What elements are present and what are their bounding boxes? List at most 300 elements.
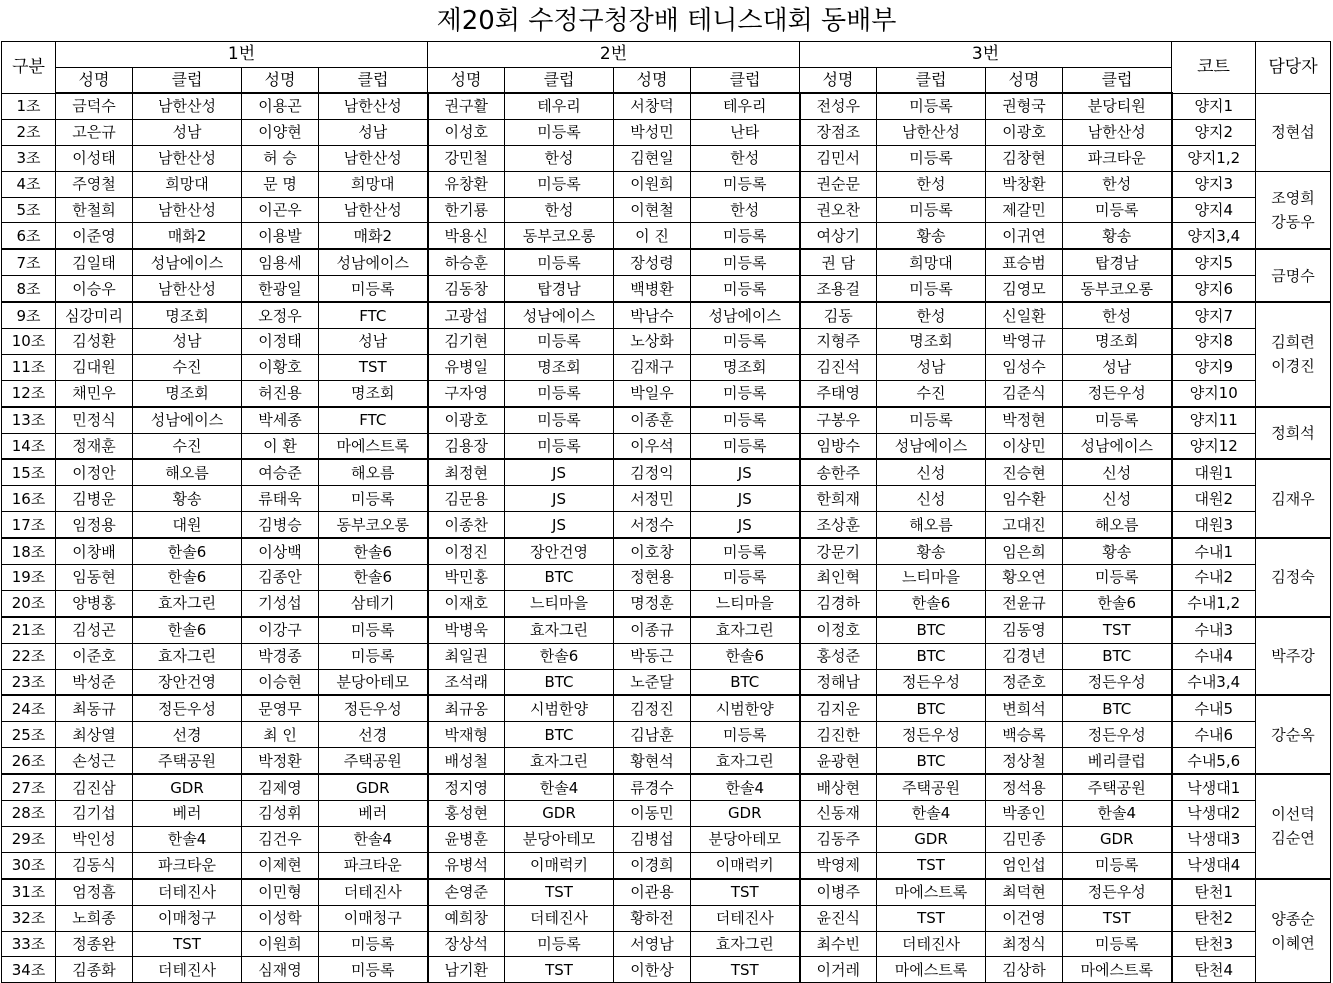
player-club-cell: 성남 (133, 329, 242, 355)
table-row (2, 722, 1331, 748)
player-club-cell: 미등록 (505, 171, 614, 197)
player-name-cell: 김병섭 (614, 826, 691, 852)
slot3-header: 3번 (800, 42, 1172, 68)
player-name-cell: 강민철 (428, 145, 505, 171)
player-club-cell: 남한산성 (133, 276, 242, 302)
player-club-cell: 효자그린 (133, 590, 242, 616)
player-club-cell: 신성 (877, 459, 986, 485)
player-club-cell: 남한산성 (133, 93, 242, 119)
player-name-cell: 최 인 (242, 722, 319, 748)
manager-cell (1256, 249, 1331, 302)
player-name-cell: 류태욱 (242, 486, 319, 512)
player-name-cell: 고광섭 (428, 302, 505, 328)
player-club-cell: 미등록 (505, 119, 614, 145)
court-cell: 수내2 (1172, 565, 1256, 591)
player-club-cell: 정든우성 (877, 669, 986, 695)
player-club-cell: 한솔4 (1063, 801, 1172, 827)
player-name-cell: 이곤우 (242, 197, 319, 223)
player-club-cell: TST (1063, 905, 1172, 931)
player-name-cell: 김종화 (56, 957, 133, 983)
court-cell: 양지7 (1172, 302, 1256, 328)
player-name-cell: 김현일 (614, 145, 691, 171)
court-cell: 수내1 (1172, 538, 1256, 564)
manager-cell (1256, 538, 1331, 617)
manager-name: 이경진 (1271, 357, 1315, 376)
player-club-cell: 성남에이스 (691, 302, 800, 328)
player-name-cell: 김성곤 (56, 617, 133, 643)
player-name-cell: 이상민 (986, 433, 1063, 459)
court-cell: 탄천3 (1172, 931, 1256, 957)
name-header: 성명 (986, 67, 1063, 93)
player-club-cell: 명조회 (877, 329, 986, 355)
player-club-cell: TST (505, 957, 614, 983)
player-name-cell: 김용장 (428, 433, 505, 459)
name-header: 성명 (428, 67, 505, 93)
court-cell: 탄천2 (1172, 905, 1256, 931)
player-club-cell: 한솔4 (691, 774, 800, 800)
club-header: 클럽 (133, 67, 242, 93)
player-club-cell: 미등록 (691, 407, 800, 433)
player-club-cell: 미등록 (319, 957, 428, 983)
table-row (2, 407, 1331, 433)
player-club-cell: 이매청구 (319, 905, 428, 931)
player-club-cell: 삼테기 (319, 590, 428, 616)
player-name-cell: 주태영 (800, 380, 877, 406)
player-name-cell: 엄정흠 (56, 879, 133, 905)
player-club-cell: TST (877, 905, 986, 931)
player-name-cell: 구봉우 (800, 407, 877, 433)
player-name-cell: 박종인 (986, 801, 1063, 827)
player-club-cell: 한솔6 (319, 565, 428, 591)
player-name-cell: 표승범 (986, 249, 1063, 275)
player-club-cell: BTC (691, 669, 800, 695)
manager-name: 정현섭 (1271, 123, 1315, 142)
table-row (2, 459, 1331, 485)
player-name-cell: 임수환 (986, 486, 1063, 512)
player-name-cell: 구자영 (428, 380, 505, 406)
court-cell: 양지1,2 (1172, 145, 1256, 171)
player-name-cell: 김남훈 (614, 722, 691, 748)
slot1-header: 1번 (56, 42, 428, 68)
player-name-cell: 박일우 (614, 380, 691, 406)
court-cell: 낙생대1 (1172, 774, 1256, 800)
player-club-cell: FTC (319, 407, 428, 433)
manager-cell (1256, 93, 1331, 171)
club-header: 클럽 (505, 67, 614, 93)
court-cell: 양지10 (1172, 380, 1256, 406)
player-name-cell: 정종완 (56, 931, 133, 957)
court-cell: 양지12 (1172, 433, 1256, 459)
player-club-cell: JS (691, 512, 800, 538)
player-name-cell: 엄인섭 (986, 852, 1063, 878)
player-name-cell: 박성준 (56, 669, 133, 695)
player-name-cell: 류경수 (614, 774, 691, 800)
player-club-cell: JS (691, 486, 800, 512)
player-club-cell: 정든우성 (1063, 669, 1172, 695)
club-header: 클럽 (877, 67, 986, 93)
player-club-cell: 더테진사 (133, 879, 242, 905)
player-name-cell: 정재훈 (56, 433, 133, 459)
group-cell: 29조 (2, 826, 56, 852)
player-name-cell: 박경종 (242, 643, 319, 669)
player-club-cell: 수진 (877, 380, 986, 406)
player-name-cell: 임은희 (986, 538, 1063, 564)
player-name-cell: 이경희 (614, 852, 691, 878)
table-row (2, 354, 1331, 380)
player-name-cell: 이정호 (800, 617, 877, 643)
group-cell: 11조 (2, 354, 56, 380)
player-club-cell: 선경 (133, 722, 242, 748)
player-club-cell: BTC (877, 643, 986, 669)
slot2-header: 2번 (428, 42, 800, 68)
player-name-cell: 심재영 (242, 957, 319, 983)
player-club-cell: 신성 (1063, 486, 1172, 512)
player-club-cell: 성남 (1063, 354, 1172, 380)
court-cell: 양지3,4 (1172, 223, 1256, 249)
manager-name: 김재우 (1271, 489, 1315, 508)
manager-name: 양종순 (1271, 910, 1315, 928)
player-club-cell: 정든우성 (877, 722, 986, 748)
player-name-cell: 최수빈 (800, 931, 877, 957)
player-club-cell: 효자그린 (505, 617, 614, 643)
group-cell: 32조 (2, 905, 56, 931)
table-row (2, 329, 1331, 355)
player-name-cell: 박정현 (986, 407, 1063, 433)
player-name-cell: 이병주 (800, 879, 877, 905)
player-name-cell: 이종규 (614, 617, 691, 643)
player-club-cell: 미등록 (505, 931, 614, 957)
player-name-cell: 제갈민 (986, 197, 1063, 223)
player-club-cell: 희망대 (319, 171, 428, 197)
player-name-cell: 백승록 (986, 722, 1063, 748)
group-cell: 15조 (2, 459, 56, 485)
table-row (2, 669, 1331, 695)
player-name-cell: 권순문 (800, 171, 877, 197)
player-name-cell: 박용신 (428, 223, 505, 249)
player-club-cell: TST (319, 354, 428, 380)
player-name-cell: 하승훈 (428, 249, 505, 275)
player-name-cell: 이상백 (242, 538, 319, 564)
group-cell: 31조 (2, 879, 56, 905)
player-club-cell: 한성 (505, 145, 614, 171)
player-club-cell: 더테진사 (133, 957, 242, 983)
player-name-cell: 김동영 (986, 617, 1063, 643)
player-club-cell: 미등록 (505, 329, 614, 355)
player-club-cell: 미등록 (505, 433, 614, 459)
player-name-cell: 이황호 (242, 354, 319, 380)
manager-cell (1256, 695, 1331, 774)
player-club-cell: 희망대 (877, 249, 986, 275)
player-name-cell: 김병운 (56, 486, 133, 512)
group-cell: 6조 (2, 223, 56, 249)
player-name-cell: 김성환 (56, 329, 133, 355)
player-club-cell: 동부코오롱 (1063, 276, 1172, 302)
player-name-cell: 김지운 (800, 695, 877, 721)
court-cell: 대원2 (1172, 486, 1256, 512)
court-cell: 양지1 (1172, 93, 1256, 119)
player-club-cell: BTC (877, 748, 986, 774)
table-row (2, 223, 1331, 249)
player-name-cell: 김대원 (56, 354, 133, 380)
player-name-cell: 이양현 (242, 119, 319, 145)
group-cell: 13조 (2, 407, 56, 433)
group-cell: 17조 (2, 512, 56, 538)
court-cell: 대원3 (1172, 512, 1256, 538)
player-name-cell: 전윤규 (986, 590, 1063, 616)
player-name-cell: 이종훈 (614, 407, 691, 433)
player-club-cell: 한솔6 (133, 565, 242, 591)
table-row (2, 826, 1331, 852)
player-club-cell: 한솔6 (1063, 590, 1172, 616)
player-club-cell: 미등록 (691, 223, 800, 249)
player-club-cell: 효자그린 (691, 931, 800, 957)
player-club-cell: 미등록 (319, 617, 428, 643)
player-name-cell: 정준호 (986, 669, 1063, 695)
player-name-cell: 김동창 (428, 276, 505, 302)
player-club-cell: 한솔6 (133, 538, 242, 564)
player-club-cell: JS (505, 459, 614, 485)
player-club-cell: 해오름 (133, 459, 242, 485)
player-club-cell: 정든우성 (1063, 722, 1172, 748)
player-name-cell: 기성섭 (242, 590, 319, 616)
player-club-cell: 효자그린 (505, 748, 614, 774)
player-club-cell: 마에스트록 (1063, 957, 1172, 983)
player-club-cell: 미등록 (319, 276, 428, 302)
player-club-cell: 미등록 (319, 643, 428, 669)
player-name-cell: 박영규 (986, 329, 1063, 355)
player-club-cell: 테우리 (505, 93, 614, 119)
player-club-cell: GDR (877, 826, 986, 852)
player-club-cell: 탑경남 (1063, 249, 1172, 275)
player-club-cell: 황송 (1063, 223, 1172, 249)
manager-cell (1256, 407, 1331, 460)
player-club-cell: 미등록 (1063, 407, 1172, 433)
player-name-cell: 이 환 (242, 433, 319, 459)
player-club-cell: 느티마을 (877, 565, 986, 591)
player-name-cell: 이거레 (800, 957, 877, 983)
player-name-cell: 임정용 (56, 512, 133, 538)
manager-name: 정희석 (1271, 424, 1315, 443)
player-name-cell: 권구활 (428, 93, 505, 119)
player-name-cell: 임성수 (986, 354, 1063, 380)
player-name-cell: 이재호 (428, 590, 505, 616)
court-cell: 수내5,6 (1172, 748, 1256, 774)
manager-name: 금명수 (1271, 266, 1315, 285)
group-cell: 21조 (2, 617, 56, 643)
player-club-cell: 한솔6 (505, 643, 614, 669)
player-name-cell: 이건영 (986, 905, 1063, 931)
group-cell: 2조 (2, 119, 56, 145)
name-header: 성명 (800, 67, 877, 93)
player-name-cell: 이 진 (614, 223, 691, 249)
player-club-cell: GDR (319, 774, 428, 800)
table-row (2, 433, 1331, 459)
player-club-cell: 시범한양 (691, 695, 800, 721)
player-name-cell: 박정환 (242, 748, 319, 774)
group-cell: 18조 (2, 538, 56, 564)
manager-cell (1256, 171, 1331, 249)
player-club-cell: 성남에이스 (133, 249, 242, 275)
player-name-cell: 정석용 (986, 774, 1063, 800)
court-cell: 양지4 (1172, 197, 1256, 223)
player-name-cell: 김동 (800, 302, 877, 328)
player-club-cell: 난타 (691, 119, 800, 145)
player-name-cell: 이동민 (614, 801, 691, 827)
table-row (2, 748, 1331, 774)
player-club-cell: 베러 (319, 801, 428, 827)
player-club-cell: 한성 (505, 197, 614, 223)
court-cell: 수내1,2 (1172, 590, 1256, 616)
group-cell: 27조 (2, 774, 56, 800)
club-header: 클럽 (1063, 67, 1172, 93)
group-cell: 28조 (2, 801, 56, 827)
player-club-cell: 신성 (1063, 459, 1172, 485)
table-row (2, 852, 1331, 878)
player-name-cell: 손성근 (56, 748, 133, 774)
court-cell: 낙생대2 (1172, 801, 1256, 827)
group-cell: 23조 (2, 669, 56, 695)
player-name-cell: 이광호 (428, 407, 505, 433)
court-cell: 양지6 (1172, 276, 1256, 302)
table-row (2, 565, 1331, 591)
player-club-cell: BTC (877, 695, 986, 721)
court-cell: 낙생대4 (1172, 852, 1256, 878)
player-name-cell: 박민홍 (428, 565, 505, 591)
manager-name: 이선덕 (1271, 805, 1315, 824)
player-name-cell: 배성철 (428, 748, 505, 774)
player-club-cell: 미등록 (319, 931, 428, 957)
player-name-cell: 서정수 (614, 512, 691, 538)
court-cell: 수내3 (1172, 617, 1256, 643)
player-name-cell: 김민서 (800, 145, 877, 171)
player-club-cell: GDR (133, 774, 242, 800)
player-name-cell: 송한주 (800, 459, 877, 485)
player-club-cell: GDR (691, 801, 800, 827)
player-name-cell: 김기섭 (56, 801, 133, 827)
player-name-cell: 김동식 (56, 852, 133, 878)
table-row (2, 249, 1331, 275)
player-name-cell: 이현철 (614, 197, 691, 223)
player-club-cell: 미등록 (691, 565, 800, 591)
player-club-cell: 한성 (877, 171, 986, 197)
player-club-cell: TST (1063, 617, 1172, 643)
player-club-cell: 효자그린 (133, 643, 242, 669)
player-name-cell: 김정진 (614, 695, 691, 721)
player-name-cell: 박성민 (614, 119, 691, 145)
court-cell: 낙생대3 (1172, 826, 1256, 852)
player-club-cell: 파크타운 (319, 852, 428, 878)
manager-name: 조영희 (1271, 189, 1315, 207)
group-cell: 9조 (2, 302, 56, 328)
player-name-cell: 한철희 (56, 197, 133, 223)
player-name-cell: 홍성현 (428, 801, 505, 827)
player-club-cell: 미등록 (691, 722, 800, 748)
player-name-cell: 주영철 (56, 171, 133, 197)
player-club-cell: 성남에이스 (505, 302, 614, 328)
player-club-cell: 미등록 (691, 433, 800, 459)
player-name-cell: 장성령 (614, 249, 691, 275)
schedule-body (2, 93, 1331, 983)
header-row-1 (2, 42, 1331, 68)
player-club-cell: 동부코오롱 (319, 512, 428, 538)
player-name-cell: 노희종 (56, 905, 133, 931)
player-name-cell: 김상하 (986, 957, 1063, 983)
player-name-cell: 배상현 (800, 774, 877, 800)
court-cell: 양지9 (1172, 354, 1256, 380)
player-name-cell: 이관용 (614, 879, 691, 905)
player-club-cell: 미등록 (1063, 931, 1172, 957)
player-name-cell: 신동재 (800, 801, 877, 827)
player-club-cell: 베러 (133, 801, 242, 827)
player-name-cell: 김동주 (800, 826, 877, 852)
player-name-cell: 백병환 (614, 276, 691, 302)
player-club-cell: 미등록 (877, 197, 986, 223)
player-name-cell: 신일환 (986, 302, 1063, 328)
manager-name: 이혜연 (1271, 934, 1315, 952)
table-row (2, 695, 1331, 721)
player-name-cell: 박세종 (242, 407, 319, 433)
court-cell: 양지11 (1172, 407, 1256, 433)
group-cell: 1조 (2, 93, 56, 119)
player-club-cell: 대원 (133, 512, 242, 538)
player-club-cell: 미등록 (505, 249, 614, 275)
player-club-cell: TST (691, 879, 800, 905)
table-row (2, 774, 1331, 800)
player-name-cell: 김경년 (986, 643, 1063, 669)
division-header: 구분 (2, 42, 56, 94)
player-club-cell: 명조회 (505, 354, 614, 380)
player-club-cell: BTC (505, 722, 614, 748)
player-name-cell: 황오연 (986, 565, 1063, 591)
player-name-cell: 강문기 (800, 538, 877, 564)
player-club-cell: 명조회 (133, 302, 242, 328)
player-name-cell: 이준호 (56, 643, 133, 669)
player-name-cell: 이창배 (56, 538, 133, 564)
player-club-cell: 남한산성 (133, 145, 242, 171)
player-club-cell: 수진 (133, 354, 242, 380)
group-cell: 3조 (2, 145, 56, 171)
player-club-cell: 미등록 (877, 145, 986, 171)
player-name-cell: 명정훈 (614, 590, 691, 616)
court-header: 코트 (1172, 42, 1256, 94)
player-name-cell: 문영무 (242, 695, 319, 721)
player-name-cell: 이한상 (614, 957, 691, 983)
player-name-cell: 지형주 (800, 329, 877, 355)
table-row (2, 905, 1331, 931)
player-name-cell: 윤진식 (800, 905, 877, 931)
player-name-cell: 김준식 (986, 380, 1063, 406)
player-name-cell: 유창환 (428, 171, 505, 197)
player-name-cell: 최정현 (428, 459, 505, 485)
group-cell: 30조 (2, 852, 56, 878)
table-row (2, 879, 1331, 905)
player-name-cell: 전성우 (800, 93, 877, 119)
group-cell: 22조 (2, 643, 56, 669)
player-club-cell: 명조회 (691, 354, 800, 380)
player-club-cell: 한솔6 (877, 590, 986, 616)
player-club-cell: 분당아테모 (505, 826, 614, 852)
player-name-cell: 노준달 (614, 669, 691, 695)
group-cell: 19조 (2, 565, 56, 591)
player-name-cell: 장점조 (800, 119, 877, 145)
player-club-cell: 미등록 (319, 486, 428, 512)
court-cell: 수내6 (1172, 722, 1256, 748)
court-cell: 양지3 (1172, 171, 1256, 197)
player-name-cell: 노상화 (614, 329, 691, 355)
player-club-cell: 미등록 (691, 538, 800, 564)
group-cell: 26조 (2, 748, 56, 774)
player-club-cell: 선경 (319, 722, 428, 748)
